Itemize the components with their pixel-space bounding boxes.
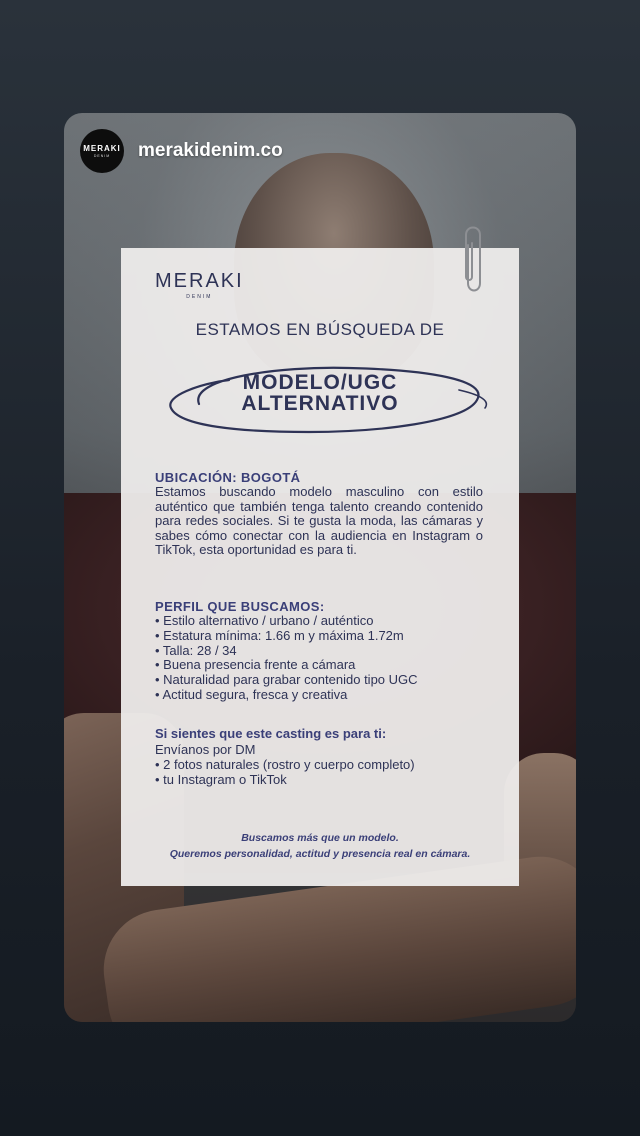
list-item: • Talla: 28 / 34 [155,642,237,658]
role-title [121,372,519,414]
location-section [155,470,483,558]
list-item: • Estilo alternativo / urbano / auténtico [155,613,374,628]
role-line-1: MODELO/UGC [242,371,398,394]
casting-card [121,248,519,886]
avatar[interactable] [80,129,124,173]
list-item: • Buena presencia frente a cámara [155,657,356,673]
profile-section [155,599,483,703]
role-line-2: ALTERNATIVO [241,392,399,415]
list-item: • 2 fotos naturales (rostro y cuerpo completo) [155,756,415,772]
looking-for-heading: ESTAMOS EN BÚSQUEDA DE [195,320,445,339]
avatar-text: MERAKI [83,144,121,153]
casting-intro: Envíanos por DM [155,742,256,757]
story-profile[interactable] [80,129,283,173]
casting-list [155,743,483,787]
brand-name: MERAKI [155,270,244,292]
username[interactable]: merakidenim.co [138,140,283,161]
closing-message [121,830,519,862]
story-frame[interactable] [64,113,576,1022]
footer-line-1: Buscamos más que un modelo. [241,832,399,844]
list-item: • Actitud segura, fresca y creativa [155,686,348,702]
profile-label: PERFIL QUE BUSCAMOS: [155,599,325,614]
avatar-subtext: DENIM [93,154,111,158]
list-item: • Estatura mínima: 1.66 m y máxima 1.72m [155,627,404,643]
casting-label: Si sientes que este casting es para ti: [155,726,387,741]
paperclip-icon [462,223,486,297]
brand-sub: DENIM [186,294,213,300]
casting-section [155,726,483,787]
list-item: • tu Instagram o TikTok [155,771,287,787]
brand-logo [155,270,244,300]
footer-line-2: Queremos personalidad, actitud y presencia real en cámara. [169,848,471,860]
location-label: UBICACIÓN: BOGOTÁ [155,470,301,485]
list-item: • Naturalidad para grabar contenido tipo UGC [155,672,418,688]
profile-list [155,614,483,703]
description-text: Estamos buscando modelo masculino con estilo auténtico que también tenga talento creando contenido para redes sociales. Si te gusta la moda, las cámaras y sabes cómo conectar con la audiencia en Instagram o TikTok, esta oportunidad es para ti. [155,484,483,557]
